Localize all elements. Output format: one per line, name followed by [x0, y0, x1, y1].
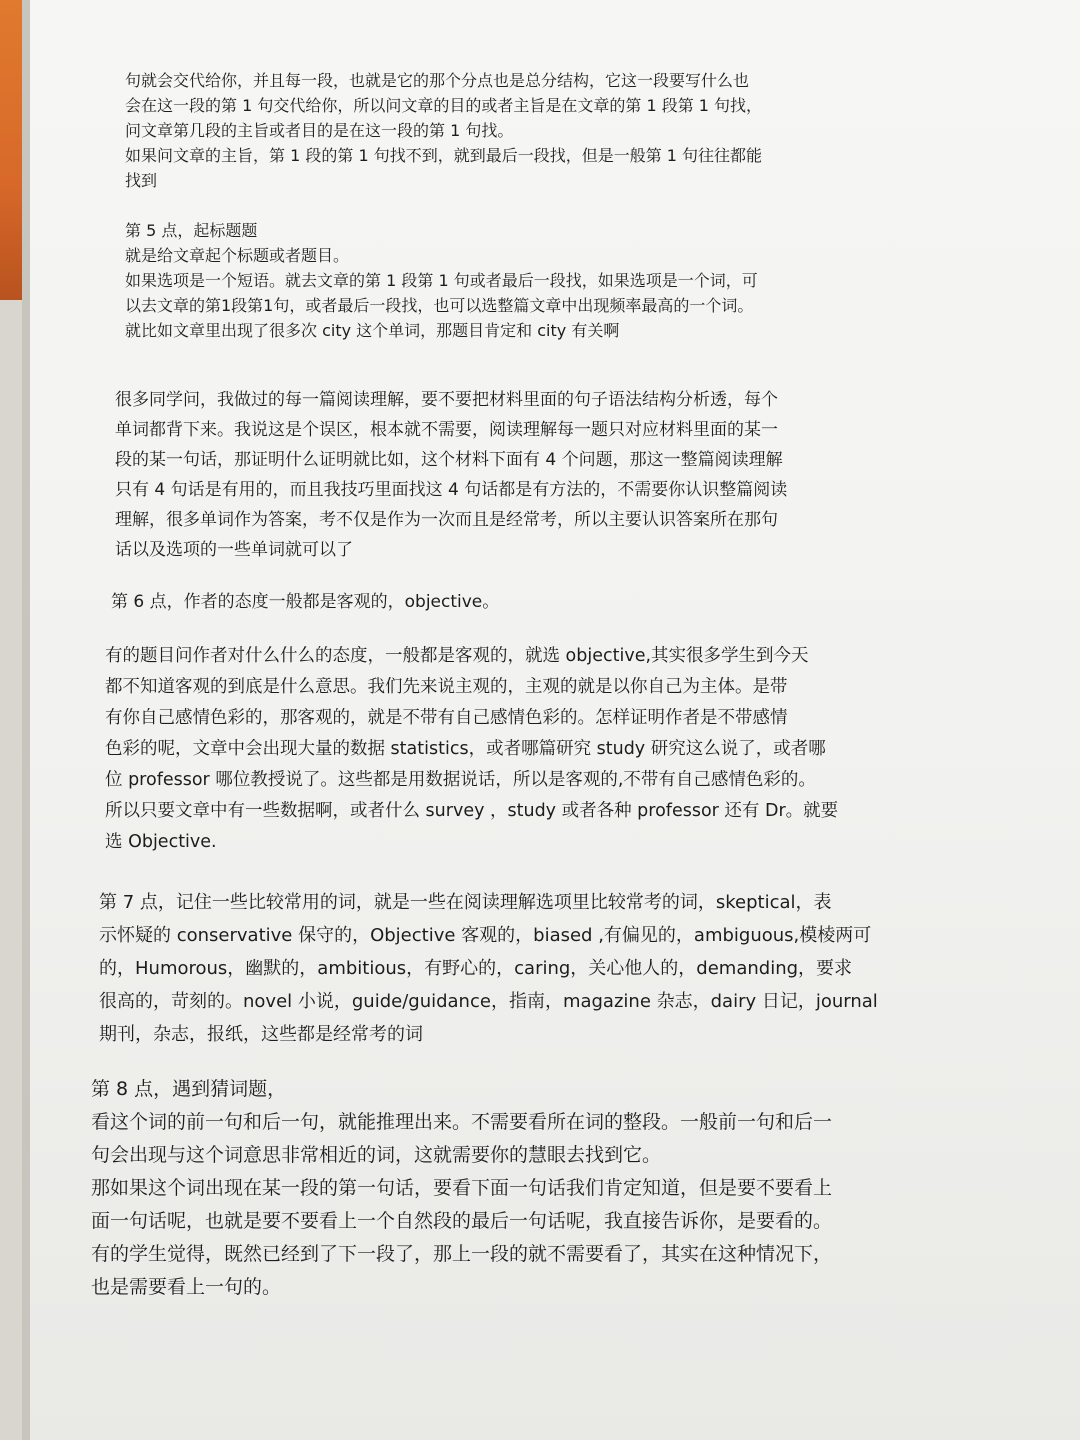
point-6-section — [105, 641, 1005, 858]
intro-line: 会在这一段的第 1 句交代给你，所以问文章的目的或者主旨是在文章的第 1 段第 1 句找， — [125, 96, 763, 115]
point-8-section — [91, 1073, 1005, 1304]
point-8-line: 看这个词的前一句和后一句，就能推理出来。不需要看所在词的整段。一般前一句和后一 — [91, 1111, 833, 1133]
point-6-line: 有的题目问作者对什么什么的态度，一般都是客观的，就选 objective,其实很多学生到今天 — [105, 646, 809, 666]
point-6-line: 位 professor 哪位教授说了。这些都是用数据说话，所以是客观的,不带有自己感情色彩的。 — [105, 770, 816, 790]
point-6-heading-block — [111, 587, 1005, 617]
paragraph-line: 理解，很多单词作为答案，考不仅是作为一次而且是经常考，所以主要认识答案所在那句 — [115, 510, 778, 530]
intro-section — [125, 68, 1005, 193]
point-7-line: 示怀疑的 conservative 保守的，Objective 客观的，biased ,有偏见的，ambiguous,模棱两可 — [99, 925, 872, 946]
point-6-line: 选 Objective. — [105, 832, 217, 852]
point-7-section — [99, 886, 1005, 1051]
document-page — [30, 0, 1080, 1440]
point-6-line: 都不知道客观的到底是什么意思。我们先来说主观的，主观的就是以你自己为主体。是带 — [105, 677, 788, 697]
paragraph-line: 很多同学问，我做过的每一篇阅读理解，要不要把材料里面的句子语法结构分析透，每个 — [115, 390, 778, 410]
misconception-paragraph — [115, 385, 1005, 565]
point-7-line: 的，Humorous，幽默的，ambitious，有野心的，caring，关心他人的，demanding，要求 — [99, 958, 853, 979]
document-body — [91, 68, 1005, 1304]
paragraph-line: 单词都背下来。我说这是个误区，根本就不需要，阅读理解每一题只对应材料里面的某一 — [115, 420, 778, 440]
point-8-line: 也是需要看上一句的。 — [91, 1276, 282, 1298]
intro-line: 找到 — [125, 171, 158, 190]
point-6-line: 有你自己感情色彩的，那客观的，就是不带有自己感情色彩的。怎样证明作者是不带感情 — [105, 708, 788, 728]
point-5-heading: 第 5 点，起标题题 — [125, 221, 258, 240]
paragraph-line: 段的某一句话，那证明什么证明就比如，这个材料下面有 4 个问题，那这一整篇阅读理解 — [115, 450, 783, 470]
paragraph-line: 话以及选项的一些单词就可以了 — [115, 540, 353, 560]
point-8-line: 那如果这个词出现在某一段的第一句话，要看下面一句话我们肯定知道，但是要不要看上 — [91, 1177, 833, 1199]
intro-line: 句就会交代给你，并且每一段，也就是它的那个分点也是总分结构，它这一段要写什么也 — [125, 71, 750, 90]
point-6-line: 色彩的呢，文章中会出现大量的数据 statistics，或者哪篇研究 study 研究这么说了，或者哪 — [105, 739, 826, 759]
point-5-line: 如果选项是一个短语。就去文章的第 1 段第 1 句或者最后一段找，如果选项是一个词，可 — [125, 271, 758, 290]
point-6-heading: 第 6 点，作者的态度一般都是客观的，objective。 — [111, 592, 500, 612]
paragraph-line: 只有 4 句话是有用的，而且我技巧里面找这 4 句话都是有方法的，不需要你认识整篇阅读 — [115, 480, 788, 500]
point-6-line: 所以只要文章中有一些数据啊，或者什么 survey ，study 或者各种 professor 还有 Dr。就要 — [105, 801, 839, 821]
point-5-line: 就是给文章起个标题或者题目。 — [125, 246, 350, 265]
point-5-section — [125, 218, 1005, 343]
point-8-line: 有的学生觉得，既然已经到了下一段了，那上一段的就不需要看了，其实在这种情况下， — [91, 1243, 833, 1265]
intro-line: 如果问文章的主旨，第 1 段的第 1 句找不到，就到最后一段找，但是一般第 1 句往往都能 — [125, 146, 763, 165]
point-5-line: 以去文章的第1段第1句，或者最后一段找，也可以选整篇文章中出现频率最高的一个词。 — [125, 296, 754, 315]
point-8-line: 面一句话呢，也就是要不要看上一个自然段的最后一句话呢，我直接告诉你，是要看的。 — [91, 1210, 833, 1232]
point-8-line: 句会出现与这个词意思非常相近的词，这就需要你的慧眼去找到它。 — [91, 1144, 662, 1166]
point-7-line: 很高的，苛刻的。novel 小说，guide/guidance，指南，magazine 杂志，dairy 日记，journal — [99, 991, 878, 1012]
point-8-heading: 第 8 点，遇到猜词题， — [91, 1078, 287, 1100]
intro-line: 问文章第几段的主旨或者目的是在这一段的第 1 句找。 — [125, 121, 514, 140]
point-7-line: 第 7 点，记住一些比较常用的词，就是一些在阅读理解选项里比较常考的词，skeptical，表 — [99, 892, 832, 913]
point-7-line: 期刊，杂志，报纸，这些都是经常考的词 — [99, 1024, 423, 1045]
point-5-line: 就比如文章里出现了很多次 city 这个单词，那题目肯定和 city 有关啊 — [125, 321, 620, 340]
